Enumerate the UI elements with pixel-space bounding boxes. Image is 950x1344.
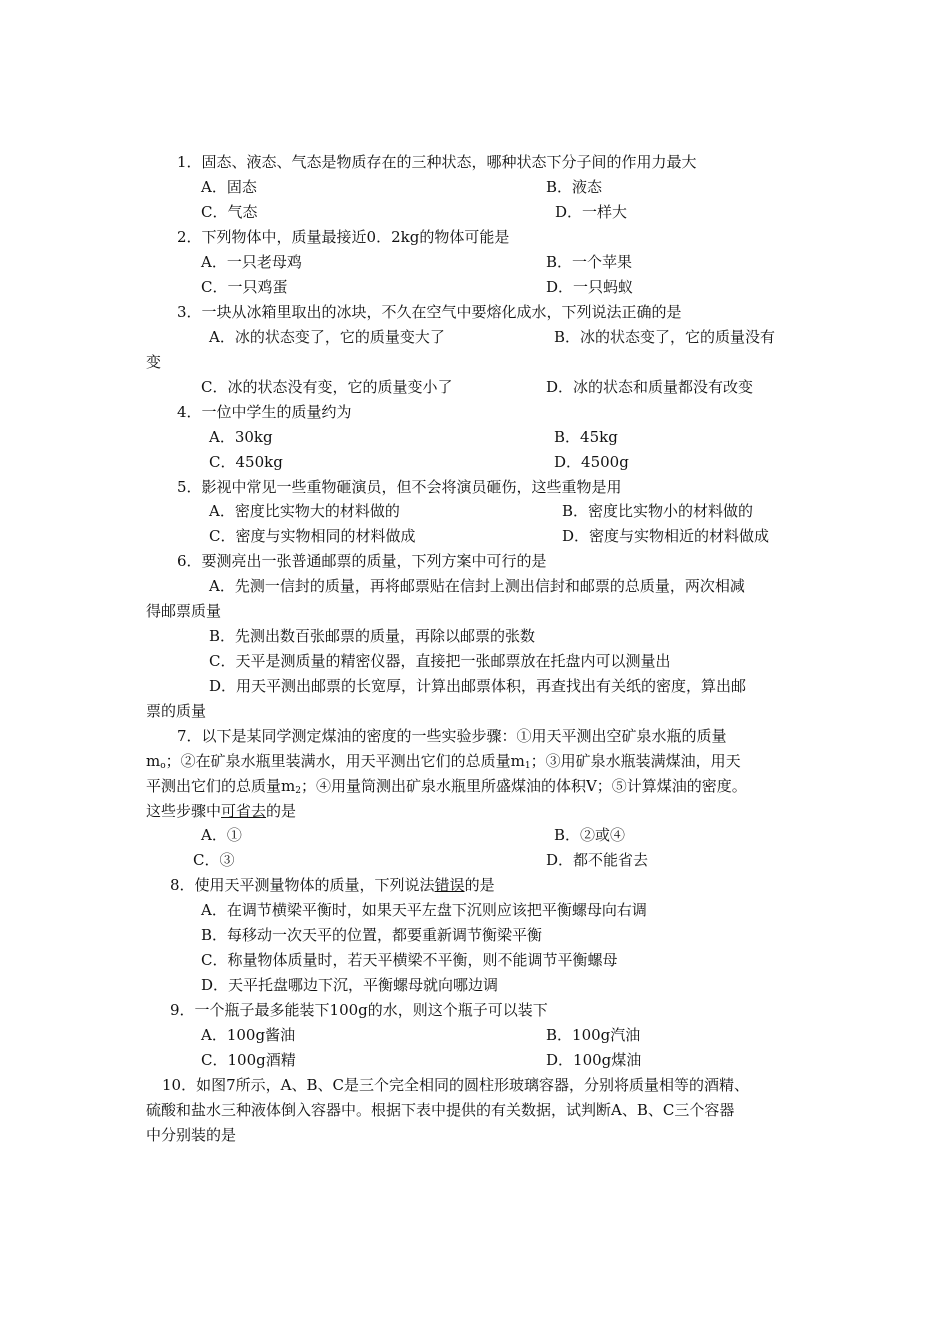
question-5-stem: 5．影视中常见一些重物砸演员，但不会将演员砸伤，这些重物是用 [177,478,622,496]
question-7-line-3-part-b: ；④用量筒测出矿泉水瓶里所盛煤油的体积V；⑤计算煤油的密度。 [300,777,747,795]
question-1-option-c: C．气态 [201,203,258,221]
question-9-stem: 9．一个瓶子最多能装下100g的水，则这个瓶子可以装下 [170,1001,548,1019]
question-9-option-a: A．100g酱油 [201,1026,296,1044]
question-8-option-c: C．称量物体质量时，若天平横梁不平衡，则不能调节平衡螺母 [201,951,618,969]
question-6-option-d-line-2: 票的质量 [146,702,207,720]
question-9-option-b: B．100g汽油 [546,1026,641,1044]
question-7-m1-subscript: 1 [524,761,531,771]
question-8-stem-part-a: 8．使用天平测量物体的质量，下列说法 [170,876,435,894]
question-6-option-c: C．天平是测质量的精密仪器，直接把一张邮票放在托盘内可以测量出 [209,652,671,670]
question-4-stem: 4．一位中学生的质量约为 [177,403,352,421]
question-3-option-b-wrap: 变 [146,353,162,371]
question-8-option-a: A．在调节横梁平衡时，如果天平左盘下沉则应该把平衡螺母向右调 [201,901,647,919]
question-7-underlined-phrase: 可省去 [221,802,267,820]
question-7-line-2-part-c: ；③用矿泉水瓶装满煤油，用天 [530,752,741,770]
question-7-line-4 [146,801,296,821]
question-7-option-a: A．① [201,826,242,844]
question-5-option-d: D．密度与实物相近的材料做成 [562,527,770,545]
question-9-option-c: C．100g酒精 [201,1051,296,1069]
question-3-option-c: C．冰的状态没有变，它的质量变小了 [201,378,453,396]
question-4-option-d: D．4500g [554,453,629,471]
question-7-line-4-part-a: 这些步骤中 [146,802,222,820]
question-7-line-2 [146,751,741,776]
question-2-option-d: D．一只蚂蚁 [546,278,634,296]
question-1-option-a: A．固态 [201,178,257,196]
question-6-option-a-line-1: A．先测一信封的质量，再将邮票贴在信封上测出信封和邮票的总质量，两次相减 [209,577,745,595]
question-2-stem: 2．下列物体中，质量最接近0．2kg的物体可能是 [177,228,510,246]
question-8-stem-part-b: 的是 [464,876,495,894]
question-8-option-b: B．每移动一次天平的位置，都要重新调节衡梁平衡 [201,926,543,944]
question-1-option-b: B．液态 [546,178,603,196]
question-6-stem: 6．要测亮出一张普通邮票的质量，下列方案中可行的是 [177,552,547,570]
question-6-option-a-line-2: 得邮票质量 [146,602,222,620]
question-10-line-1: 10．如图7所示，A、B、C是三个完全相同的圆柱形玻璃容器，分别将质量相等的酒精、 [162,1076,749,1094]
question-4-option-b: B．45kg [554,428,618,446]
question-7-line-2-part-b: ；②在矿泉水瓶里装满水，用天平测出它们的总质量m [165,752,525,770]
question-7-line-1: 7．以下是某同学测定煤油的密度的一些实验步骤：①用天平测出空矿泉水瓶的质量 [177,727,727,745]
question-8-option-d: D．天平托盘哪边下沉，平衡螺母就向哪边调 [201,976,499,994]
question-10-line-2: 硫酸和盐水三种液体倒入容器中。根据下表中提供的有关数据，试判断A、B、C三个容器 [146,1101,735,1119]
question-7-option-d: D．都不能省去 [546,851,649,869]
question-3-option-a: A．冰的状态变了，它的质量变大了 [209,328,445,346]
question-2-option-a: A．一只老母鸡 [201,253,302,271]
question-7-m0-symbol: m [146,752,161,770]
question-3-option-d: D．冰的状态和质量都没有改变 [546,378,754,396]
question-7-line-3 [146,776,747,801]
question-1-stem: 1．固态、液态、气态是物质存在的三种状态，哪种状态下分子间的作用力最大 [177,153,697,171]
question-5-option-c: C．密度与实物相同的材料做成 [209,527,416,545]
question-7-line-4-part-b: 的是 [266,802,297,820]
question-7-option-b: B．②或④ [554,826,626,844]
question-4-option-a: A．30kg [209,428,273,446]
question-7-m2-subscript: 2 [295,786,301,796]
question-6-option-d-line-1: D．用天平测出邮票的长宽厚，计算出邮票体积，再查找出有关纸的密度，算出邮 [209,677,747,695]
question-4-option-c: C．450kg [209,453,283,471]
question-1-option-d: D．一样大 [555,203,628,221]
question-5-option-a: A．密度比实物大的材料做的 [209,502,400,520]
question-7-line-3-part-a: 平测出它们的总质量m [146,777,296,795]
question-3-option-b: B．冰的状态变了，它的质量没有 [554,328,776,346]
question-10-line-3: 中分别装的是 [146,1126,237,1144]
question-9-option-d: D．100g煤油 [546,1051,642,1069]
question-8-underlined-word: 错误 [434,876,465,894]
question-5-option-b: B．密度比实物小的材料做的 [562,502,754,520]
question-7-option-c: C．③ [193,851,235,869]
question-6-option-b: B．先测出数百张邮票的质量，再除以邮票的张数 [209,627,536,645]
question-2-option-c: C．一只鸡蛋 [201,278,288,296]
question-3-stem: 3．一块从冰箱里取出的冰块，不久在空气中要熔化成水，下列说法正确的是 [177,303,682,321]
question-7-m0-subscript: o [160,761,166,771]
question-2-option-b: B．一个苹果 [546,253,633,271]
question-8-stem [170,875,495,895]
